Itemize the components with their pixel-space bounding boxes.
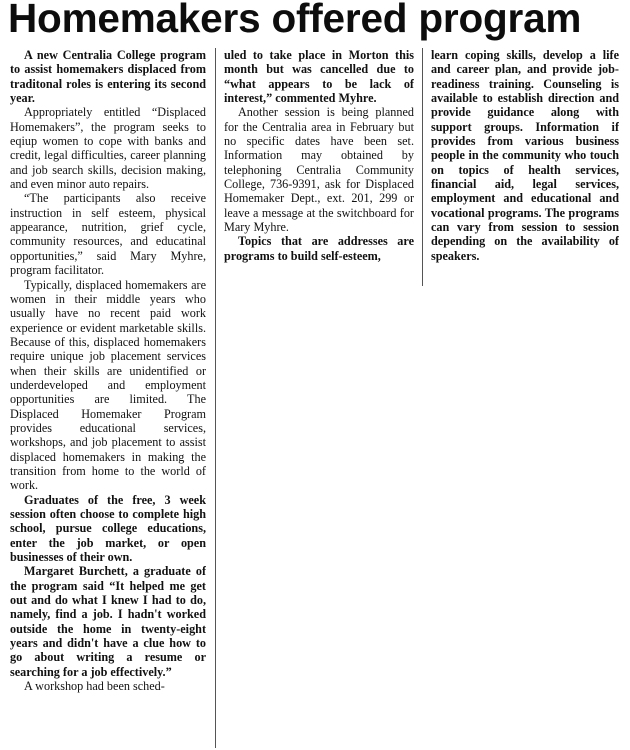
paragraph-graduates: Graduates of the free, 3 week session often choose to complete high school, pursue college educations, enter the job market, or open businesses of their own.: [10, 492, 206, 565]
article-column-2: [224, 48, 414, 298]
paragraph-topics-continued: learn coping skills, develop a life and career plan, and provide job-readiness training. Counseling is available to establish direction and provide guidance along with support groups. Information if provides from various business people in the community who touch on topics of health services, financial aid, legal services, employment and educational and vocational programs. The programs can vary from session to session depending on the availability of speakers.: [431, 48, 619, 263]
paragraph-intro: A new Centralia College program to assist homemakers displaced from traditonal roles is entering its second year.: [10, 48, 206, 106]
paragraph-topics: Topics that are addresses are programs to build self-esteem,: [224, 234, 414, 263]
paragraph-typical-homemakers: Typically, displaced homemakers are women in their middle years who usually have no recent paid work experience or evident marketable skills. Because of this, displaced homemakers require unique job placement services when their skills are unidentified or underdeveloped and employment opportunities are limited. The Displaced Homemaker Program provides educational services, workshops, and job placement to assist displaced homemakers in making the transition from home to the world of work.: [10, 277, 206, 493]
column-divider: [215, 48, 216, 748]
paragraph-next-session: Another session is being planned for the Centralia area in February but no specific dates have been set. Information may obtained by telephoning Centralia Community College, 736-9391, ask for Displaced Homemaker Dept., ext. 201, 299 or leave a message at the switchboard for Mary Myhre.: [224, 105, 414, 235]
paragraph-workshop-continued: uled to take place in Morton this month but was cancelled due to “what appears to be lack of interest,” commented Myhre.: [224, 48, 414, 106]
paragraph-participants-quote: “The participants also receive instruction in self esteem, physical appearance, nutrition, grief cycle, community resources, and educatinal opportunities,” said Mary Myhre, program facilitator.: [10, 191, 206, 278]
paragraph-workshop-start: A workshop had been sched-: [24, 679, 165, 694]
paragraph-burchett-quote: Margaret Burchett, a graduate of the program said “It helped me get out and do what I knew I had to do, namely, find a job. I hadn't worked outside the home in twenty-eight years and didn't have a clue how to go about writing a resume or searching for a job effectively.”: [10, 564, 206, 679]
paragraph-program-title: Appropriately entitled “Displaced Homemakers”, the program seeks to eqiup women to cope with banks and credit, legal difficulties, career planning and job search skills, decision making, and even minor auto repairs.: [10, 105, 206, 192]
column-divider: [422, 48, 423, 286]
article-column-3: [431, 48, 619, 298]
article-column-1: [10, 48, 206, 748]
headline: Homemakers offered program: [8, 0, 582, 41]
